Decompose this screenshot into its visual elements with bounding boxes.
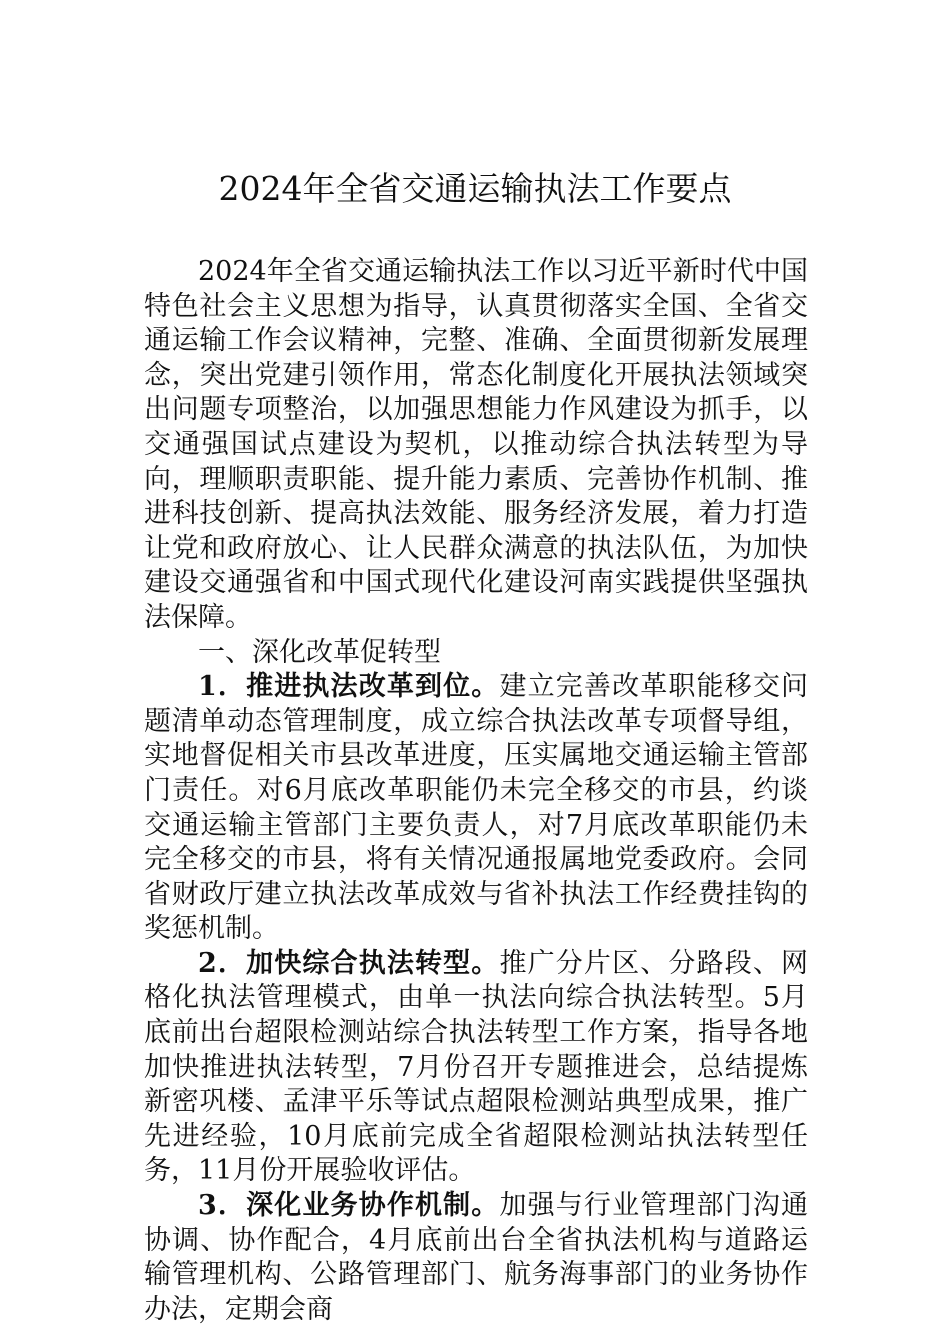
item-text-1: 建立完善改革职能移交问题清单动态管理制度，成立综合执法改革专项督导组，实地督促相关市县改革进度，压实属地交通运输主管部门责任。对6月底改革职能仍未完全移交的市县，约谈交通运输主管部门主要负责人，对7月底改革职能仍未完全移交的市县，将有关情况通报属地党委政府。会同省财政厅建立执法改革成效与省补执法工作经费挂钩的奖惩机制。 [144,671,808,945]
item-paragraph-1 [144,670,808,947]
document-body [144,255,808,1327]
item-text-3: 加强与行业管理部门沟通协调、协作配合，4月底前出台全省执法机构与道路运输管理机构、公路管理部门、航务海事部门的业务协作办法，定期会商 [144,1190,808,1325]
section-heading: 一、深化改革促转型 [198,636,441,668]
intro-paragraph: 2024年全省交通运输执法工作以习近平新时代中国特色社会主义思想为指导，认真贯彻落实全国、全省交通运输工作会议精神，完整、准确、全面贯彻新发展理念，突出党建引领作用，常态化制度化开展执法领域突出问题专项整治，以加强思想能力作风建设为抓手，以交通强国试点建设为契机，以推动综合执法转型为导向，理顺职责职能、提升能力素质、完善协作机制、推进科技创新、提高执法效能、服务经济发展，着力打造让党和政府放心、让人民群众满意的执法队伍，为加快建设交通强省和中国式现代化建设河南实践提供坚强执法保障。 [144,256,808,633]
item-text-2: 推广分片区、分路段、网格化执法管理模式，由单一执法向综合执法转型。5月底前出台超限检测站综合执法转型工作方案，指导各地加快推进执法转型，7月份召开专题推进会，总结提炼新密巩楼、孟津平乐等试点超限检测站典型成果，推广先进经验，10月底前完成全省超限检测站执法转型任务，11月份开展验收评估。 [144,947,808,1187]
item-heading-1: 1．推进执法改革到位。 [198,671,500,703]
item-heading-2: 2．加快综合执法转型。 [198,947,500,979]
document-title: 2024年全省交通运输执法工作要点 [218,169,732,208]
item-paragraph-2 [144,947,808,1189]
item-heading-3: 3．深化业务协作机制。 [198,1190,500,1222]
item-paragraph-3 [144,1189,808,1327]
